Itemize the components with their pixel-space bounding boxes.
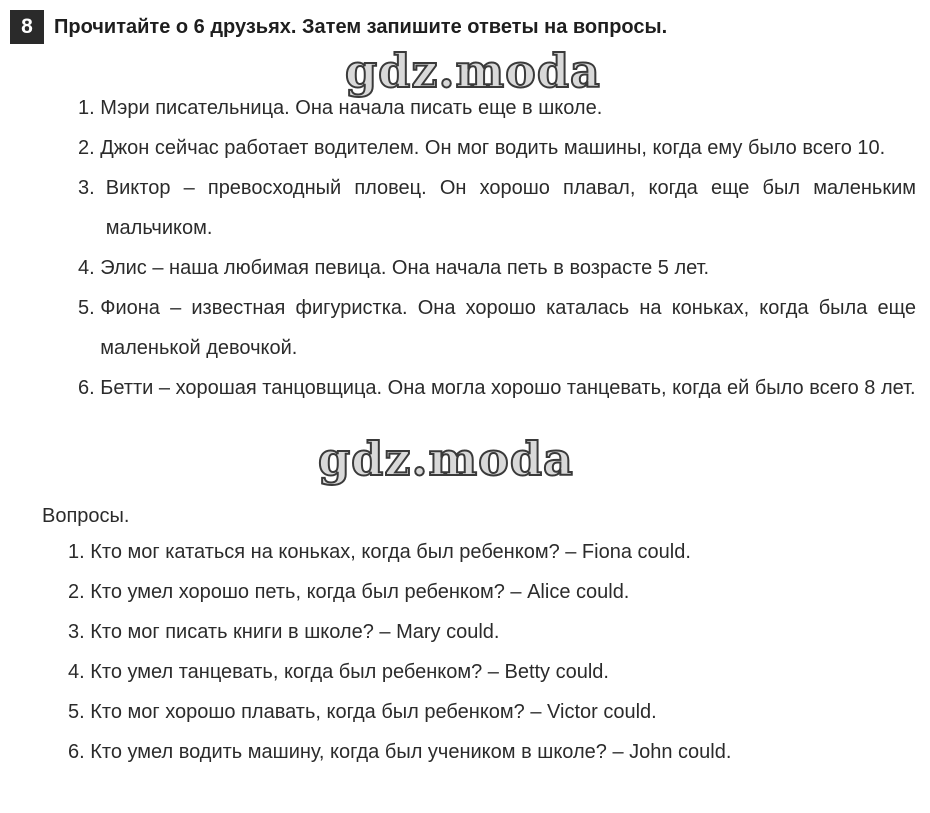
watermark-logo: gdz.moda [318, 432, 574, 486]
story-list [78, 88, 916, 408]
question-item: 1. Кто мог кататься на коньках, когда был ребенком? – Fiona could. [68, 541, 691, 563]
exercise-number-badge: 8 [10, 10, 44, 44]
question-item: 2. Кто умел хорошо петь, когда был ребенком? – Alice could. [68, 581, 630, 603]
questions-heading: Вопросы. [42, 505, 130, 527]
story-text: Бетти – хорошая танцовщица. Она могла хорошо танцевать, когда ей было всего 8 лет. [100, 377, 916, 399]
story-text: Виктор – превосходный пловец. Он хорошо плавал, когда еще был маленьким мальчиком. [105, 177, 916, 239]
story-number: 3. [78, 177, 106, 199]
story-number: 6. [78, 377, 101, 399]
story-item [78, 88, 916, 128]
question-item: 4. Кто умел танцевать, когда был ребенком? – Betty could. [68, 661, 609, 683]
exercise-title: Прочитайте о 6 друзьях. Затем запишите ответы на вопросы. [54, 15, 668, 38]
story-text: Джон сейчас работает водителем. Он мог водить машины, когда ему было всего 10. [100, 137, 886, 159]
story-item [78, 128, 916, 168]
story-item [78, 248, 916, 288]
story-number: 1. [78, 97, 101, 119]
question-item: 6. Кто умел водить машину, когда был учеником в школе? – John could. [68, 741, 732, 763]
story-item [78, 368, 916, 408]
story-item [78, 168, 916, 248]
story-text: Мэри писательница. Она начала писать еще в школе. [100, 97, 603, 119]
story-item [78, 288, 916, 368]
story-number: 2. [78, 137, 101, 159]
question-item: 3. Кто мог писать книги в школе? – Mary could. [68, 621, 500, 643]
exercise-header [10, 10, 667, 44]
watermark-logo: gdz.moda [345, 44, 601, 98]
story-text: Элис – наша любимая певица. Она начала петь в возрасте 5 лет. [100, 257, 710, 279]
story-number: 5. [78, 297, 101, 319]
questions-list [68, 532, 731, 772]
question-item: 5. Кто мог хорошо плавать, когда был ребенком? – Victor could. [68, 701, 657, 723]
story-text: Фиона – известная фигуристка. Она хорошо каталась на коньках, когда была еще маленькой девочкой. [100, 297, 916, 359]
story-number: 4. [78, 257, 101, 279]
